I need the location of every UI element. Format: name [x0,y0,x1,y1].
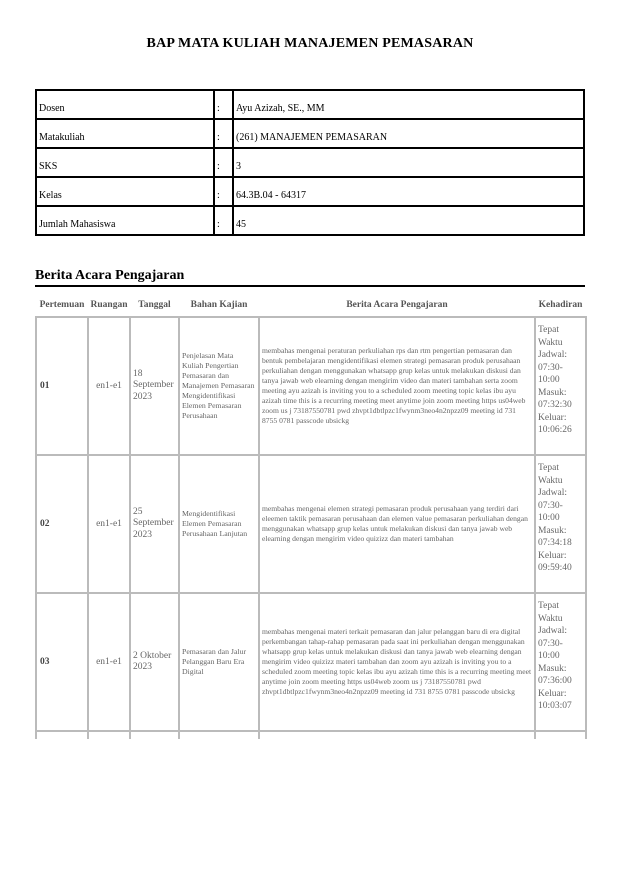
info-row-lecturer [36,90,584,119]
info-value: 64.3B.04 - 64317 [233,177,584,206]
date-cell: 2 Oktober 2023 [130,593,179,731]
info-row-class [36,177,584,206]
header-topic: Bahan Kajian [190,299,248,310]
info-value: Ayu Azizah, SE., MM [233,90,584,119]
info-separator: : [214,90,233,119]
header-report: Berita Acara Pengajaran [346,299,448,310]
room-cell: en1-e1 [88,593,130,731]
header-attendance: Kehadiran [538,299,583,310]
header-meeting: Pertemuan [39,299,85,310]
report-cell: membahas mengenai materi terkait pemasaran dan jalur pelanggan baru di era digital perkembangan tahap-rahap pemasaran pada saat ini perkuliahan dengan menggunakan whatsapp grup kelas untuk melakukan diskusi dan tanya jawab web elearning dengan mengirim video quizizz materi tambahan dan zoom ayu azizah is inviting you to a scheduled zoom meeting topic kelas ibu ayu azizah time this is a recurring meeting meet anytime join zoom meeting https us04web zoom us j 73187550781 pwd zhvpt1dbtlpzc1fwynm3neo4n2npzz09 meeting id 731 8755 0781 passcode ubsickg [259,593,535,731]
teaching-report-table [35,293,587,739]
info-value: 3 [233,148,584,177]
info-separator: : [214,119,233,148]
room-cell: en1-e1 [88,455,130,593]
date-cell: 25 September 2023 [130,455,179,593]
info-separator: : [214,177,233,206]
attendance-cell: Tepat Waktu Jadwal: 07:30-10:00 Masuk: 07:32:30 Keluar: 10:06:26 [535,317,586,455]
table-header-row [36,293,586,317]
page-title: BAP MATA KULIAH MANAJEMEN PEMASARAN [146,36,474,51]
date-cell: 18 September 2023 [130,317,179,455]
meeting-number: 03 [36,593,88,731]
report-cell: membahas mengenai peraturan perkuliahan rps dan rtm pengertian pemasaran dan bentuk pembelajaran mengidentifikasi elemen strategi pemasaran produk perusahaan perkuliahan dengan menggunakan whatsapp grup kelas untuk melakukan diskusi dan tanya jawab web elearning dengan mengirim video dan materi tambahan serta zoom meeting ayu azizah is inviting you to a scheduled zoom meeting topic kelas ibu ayu azizah time this is a recurring meeting meet anytime join zoom meeting https us04web zoom us j 73187550781 pwd zhvpt1dbtlpzc1fwynm3neo4n2npzz09 meeting id 731 8755 0781 passcode ubsickg [259,317,535,455]
info-label: SKS [36,148,214,177]
report-cell: membahas mengenai elemen strategi pemasaran produk perusahaan yang terdiri dari eleemen taktik pemasaran perusahaan dan elemen value pemasaran perkuliahan dengan menggunakan whatsapp grup kelas untuk melakukan diskusi dan tanya jawab web elearning dengan mengirim video quizizz dan materi tambahan [259,455,535,593]
info-label: Dosen [36,90,214,119]
topic-cell: Pemasaran dan Jalur Pelanggan Baru Era Digital [179,593,259,731]
section-divider [35,285,585,287]
attendance-cell: Tepat Waktu Jadwal: 07:30-10:00 Masuk: 07:36:00 Keluar: 10:03:07 [535,593,586,731]
info-separator: : [214,148,233,177]
info-label: Jumlah Mahasiswa [36,206,214,235]
attendance-cell: Tepat Waktu Jadwal: 07:30-10:00 Masuk: 07:34:18 Keluar: 09:59:40 [535,455,586,593]
meeting-number: 02 [36,455,88,593]
info-value: (261) MANAJEMEN PEMASARAN [233,119,584,148]
section-title: Berita Acara Pengajaran [35,268,185,283]
info-row-course [36,119,584,148]
table-continuation [36,731,586,739]
header-room: Ruangan [90,299,128,310]
info-row-students [36,206,584,235]
info-row-credits [36,148,584,177]
meeting-number: 01 [36,317,88,455]
course-info-table [35,89,585,236]
info-value: 45 [233,206,584,235]
header-date: Tanggal [138,299,171,310]
topic-cell: Mengidentifikasi Elemen Pemasaran Perusahaan Lanjutan [179,455,259,593]
info-label: Matakuliah [36,119,214,148]
table-row [36,317,586,455]
table-row [36,593,586,731]
topic-cell: Penjelasan Mata Kuliah Pengertian Pemasaran dan Manajemen Pemasaran Mengidentifikasi Elemen Pemasaran Perusahaan [179,317,259,455]
room-cell: en1-e1 [88,317,130,455]
table-row [36,455,586,593]
info-label: Kelas [36,177,214,206]
info-separator: : [214,206,233,235]
